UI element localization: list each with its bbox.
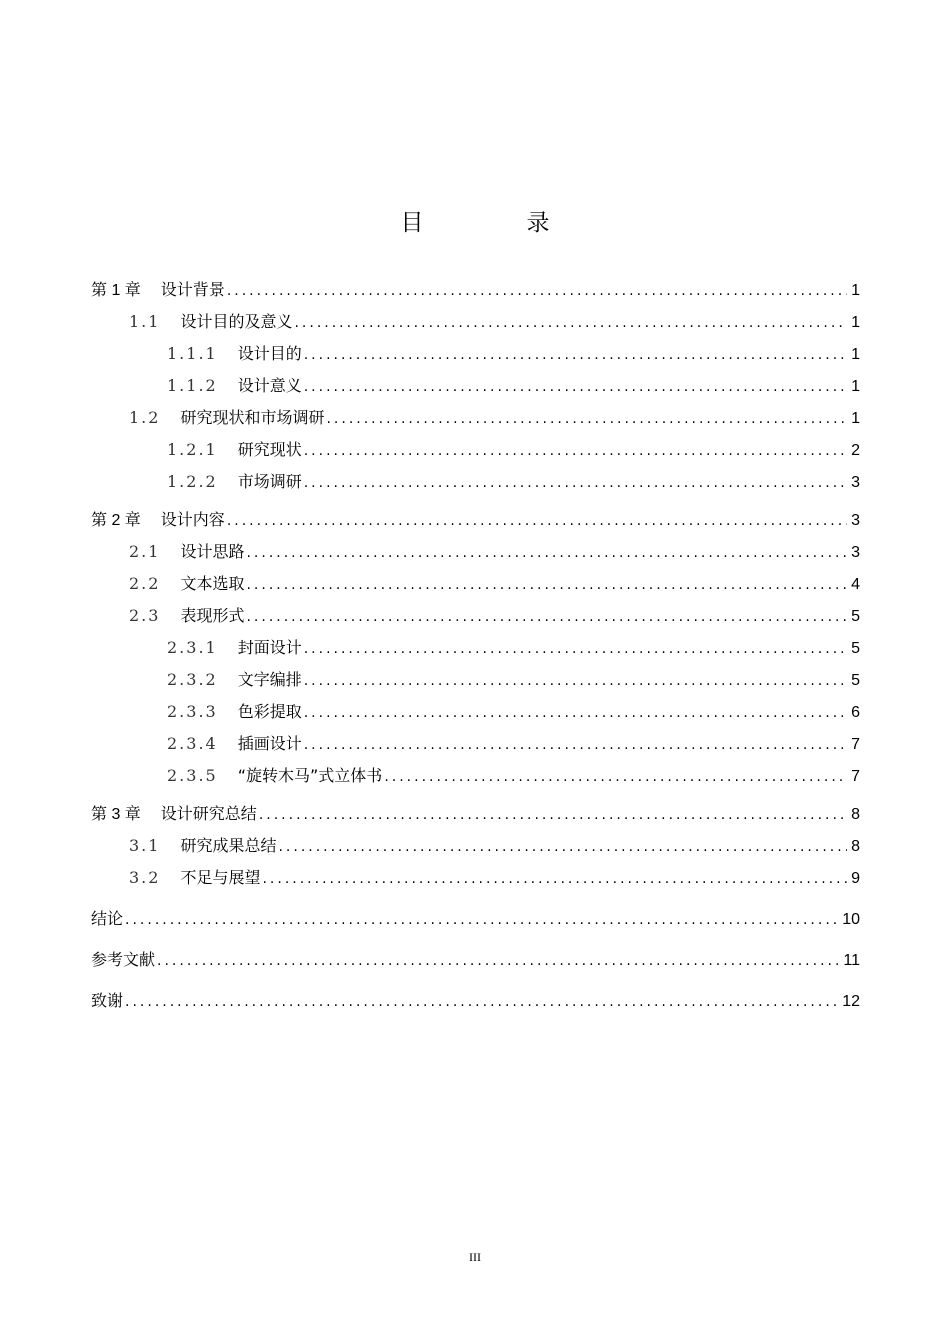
toc-entry[interactable] [91,603,860,631]
toc-entry-page-number: 8 [851,806,860,823]
toc-dot-leader [304,673,847,689]
toc-entry-title: 市场调研 [237,472,302,491]
toc-entry-page-number: 2 [851,442,860,459]
toc-entry-title: 色彩提取 [237,702,302,721]
toc-entry-number: 2.3.3 [167,702,218,721]
toc-entry-page-number: 12 [842,993,860,1010]
toc-entry[interactable] [91,906,860,934]
toc-entry-number: 第 1 章 [91,282,141,299]
toc-entry[interactable] [91,571,860,599]
toc-entry-page-number: 1 [851,346,860,363]
toc-entry[interactable] [91,763,860,791]
toc-entry-page-number: 5 [851,672,860,689]
toc-dot-leader [304,475,847,491]
toc-entry-number: 2.3.1 [167,638,218,657]
toc-entry-page-number: 3 [851,512,860,529]
toc-entry-number: 1.2.2 [167,472,218,491]
toc-entry[interactable] [91,801,860,829]
toc-dot-leader [304,705,847,721]
toc-list [91,277,860,1016]
toc-dot-leader [304,443,847,459]
toc-entry-number: 3.1 [129,836,161,855]
toc-entry-page-number: 3 [851,544,860,561]
toc-entry-number: 3.2 [129,868,161,887]
toc-entry-number: 1.2 [129,408,161,427]
toc-entry-page-number: 1 [851,282,860,299]
toc-entry-title: 封面设计 [237,638,302,657]
toc-dot-leader [246,609,847,625]
toc-entry[interactable] [91,988,860,1016]
toc-entry-title: 表现形式 [180,606,245,625]
toc-dot-leader [278,839,847,855]
toc-dot-leader [227,513,847,529]
toc-dot-leader [246,545,847,561]
toc-entry-number: 2.1 [129,542,161,561]
toc-entry[interactable] [91,833,860,861]
toc-entry-title: 文本选取 [180,574,245,593]
toc-entry-page-number: 6 [851,704,860,721]
toc-entry-number: 1.1 [129,312,161,331]
toc-entry-title: 设计研究总结 [160,804,257,823]
toc-entry-page-number: 7 [851,768,860,785]
toc-entry-title: 结论 [91,909,124,928]
toc-dot-leader [262,871,847,887]
toc-entry-page-number: 3 [851,474,860,491]
toc-entry-title: 不足与展望 [180,868,261,887]
toc-dot-leader [304,641,847,657]
toc-entry[interactable] [91,437,860,465]
page-number-footer: III [469,1250,481,1264]
toc-entry-page-number: 7 [851,736,860,753]
toc-dot-leader [157,953,839,969]
toc-entry[interactable] [91,507,860,535]
toc-entry-page-number: 4 [851,576,860,593]
toc-entry-title: 参考文献 [91,950,156,969]
toc-dot-leader [304,379,847,395]
toc-entry[interactable] [91,947,860,975]
toc-dot-leader [304,347,847,363]
toc-entry[interactable] [91,539,860,567]
toc-entry-title: 设计目的 [237,344,302,363]
toc-entry-page-number: 5 [851,640,860,657]
toc-entry-title: 设计意义 [237,376,302,395]
toc-entry-number: 第 3 章 [91,806,141,823]
toc-dot-leader [294,315,847,331]
toc-title: 目 录 [400,210,590,236]
toc-entry[interactable] [91,731,860,759]
toc-entry[interactable] [91,699,860,727]
toc-entry-number: 2.2 [129,574,161,593]
toc-entry-title: 研究现状 [237,440,302,459]
toc-entry-title: 设计内容 [160,510,225,529]
toc-entry[interactable] [91,277,860,305]
toc-dot-leader [304,737,847,753]
toc-entry-title: 插画设计 [237,734,302,753]
toc-entry-number: 1.1.2 [167,376,218,395]
toc-dot-leader [259,807,847,823]
toc-entry-number: 1.1.1 [167,344,218,363]
toc-entry-page-number: 10 [842,911,860,928]
toc-entry[interactable] [91,405,860,433]
toc-dot-leader [125,912,838,928]
toc-entry-title: 设计目的及意义 [180,312,293,331]
toc-entry-title: 设计思路 [180,542,245,561]
toc-entry-page-number: 1 [851,378,860,395]
toc-entry-title: “旋转木马”式立体书 [237,766,383,785]
toc-entry-page-number: 11 [843,952,860,969]
toc-entry-page-number: 1 [851,314,860,331]
toc-entry[interactable] [91,667,860,695]
toc-dot-leader [326,411,847,427]
toc-entry-title: 文字编排 [237,670,302,689]
toc-entry-title: 致谢 [91,991,124,1010]
toc-entry-title: 研究现状和市场调研 [180,408,325,427]
toc-entry-number: 2.3.2 [167,670,218,689]
toc-entry-number: 2.3.5 [167,766,218,785]
toc-entry[interactable] [91,309,860,337]
toc-dot-leader [125,994,838,1010]
toc-dot-leader [384,769,847,785]
toc-entry-title: 研究成果总结 [180,836,277,855]
toc-dot-leader [246,577,847,593]
toc-entry-number: 2.3 [129,606,161,625]
toc-entry-page-number: 8 [851,838,860,855]
toc-entry-title: 设计背景 [160,280,225,299]
toc-entry-page-number: 5 [851,608,860,625]
toc-entry[interactable] [91,341,860,369]
toc-entry-number: 1.2.1 [167,440,218,459]
toc-entry-number: 第 2 章 [91,512,141,529]
toc-entry[interactable] [91,469,860,497]
toc-entry[interactable] [91,635,860,663]
toc-entry[interactable] [91,373,860,401]
toc-entry-page-number: 9 [851,870,860,887]
toc-entry-page-number: 1 [851,410,860,427]
toc-entry[interactable] [91,865,860,893]
toc-entry-number: 2.3.4 [167,734,218,753]
toc-dot-leader [227,283,847,299]
